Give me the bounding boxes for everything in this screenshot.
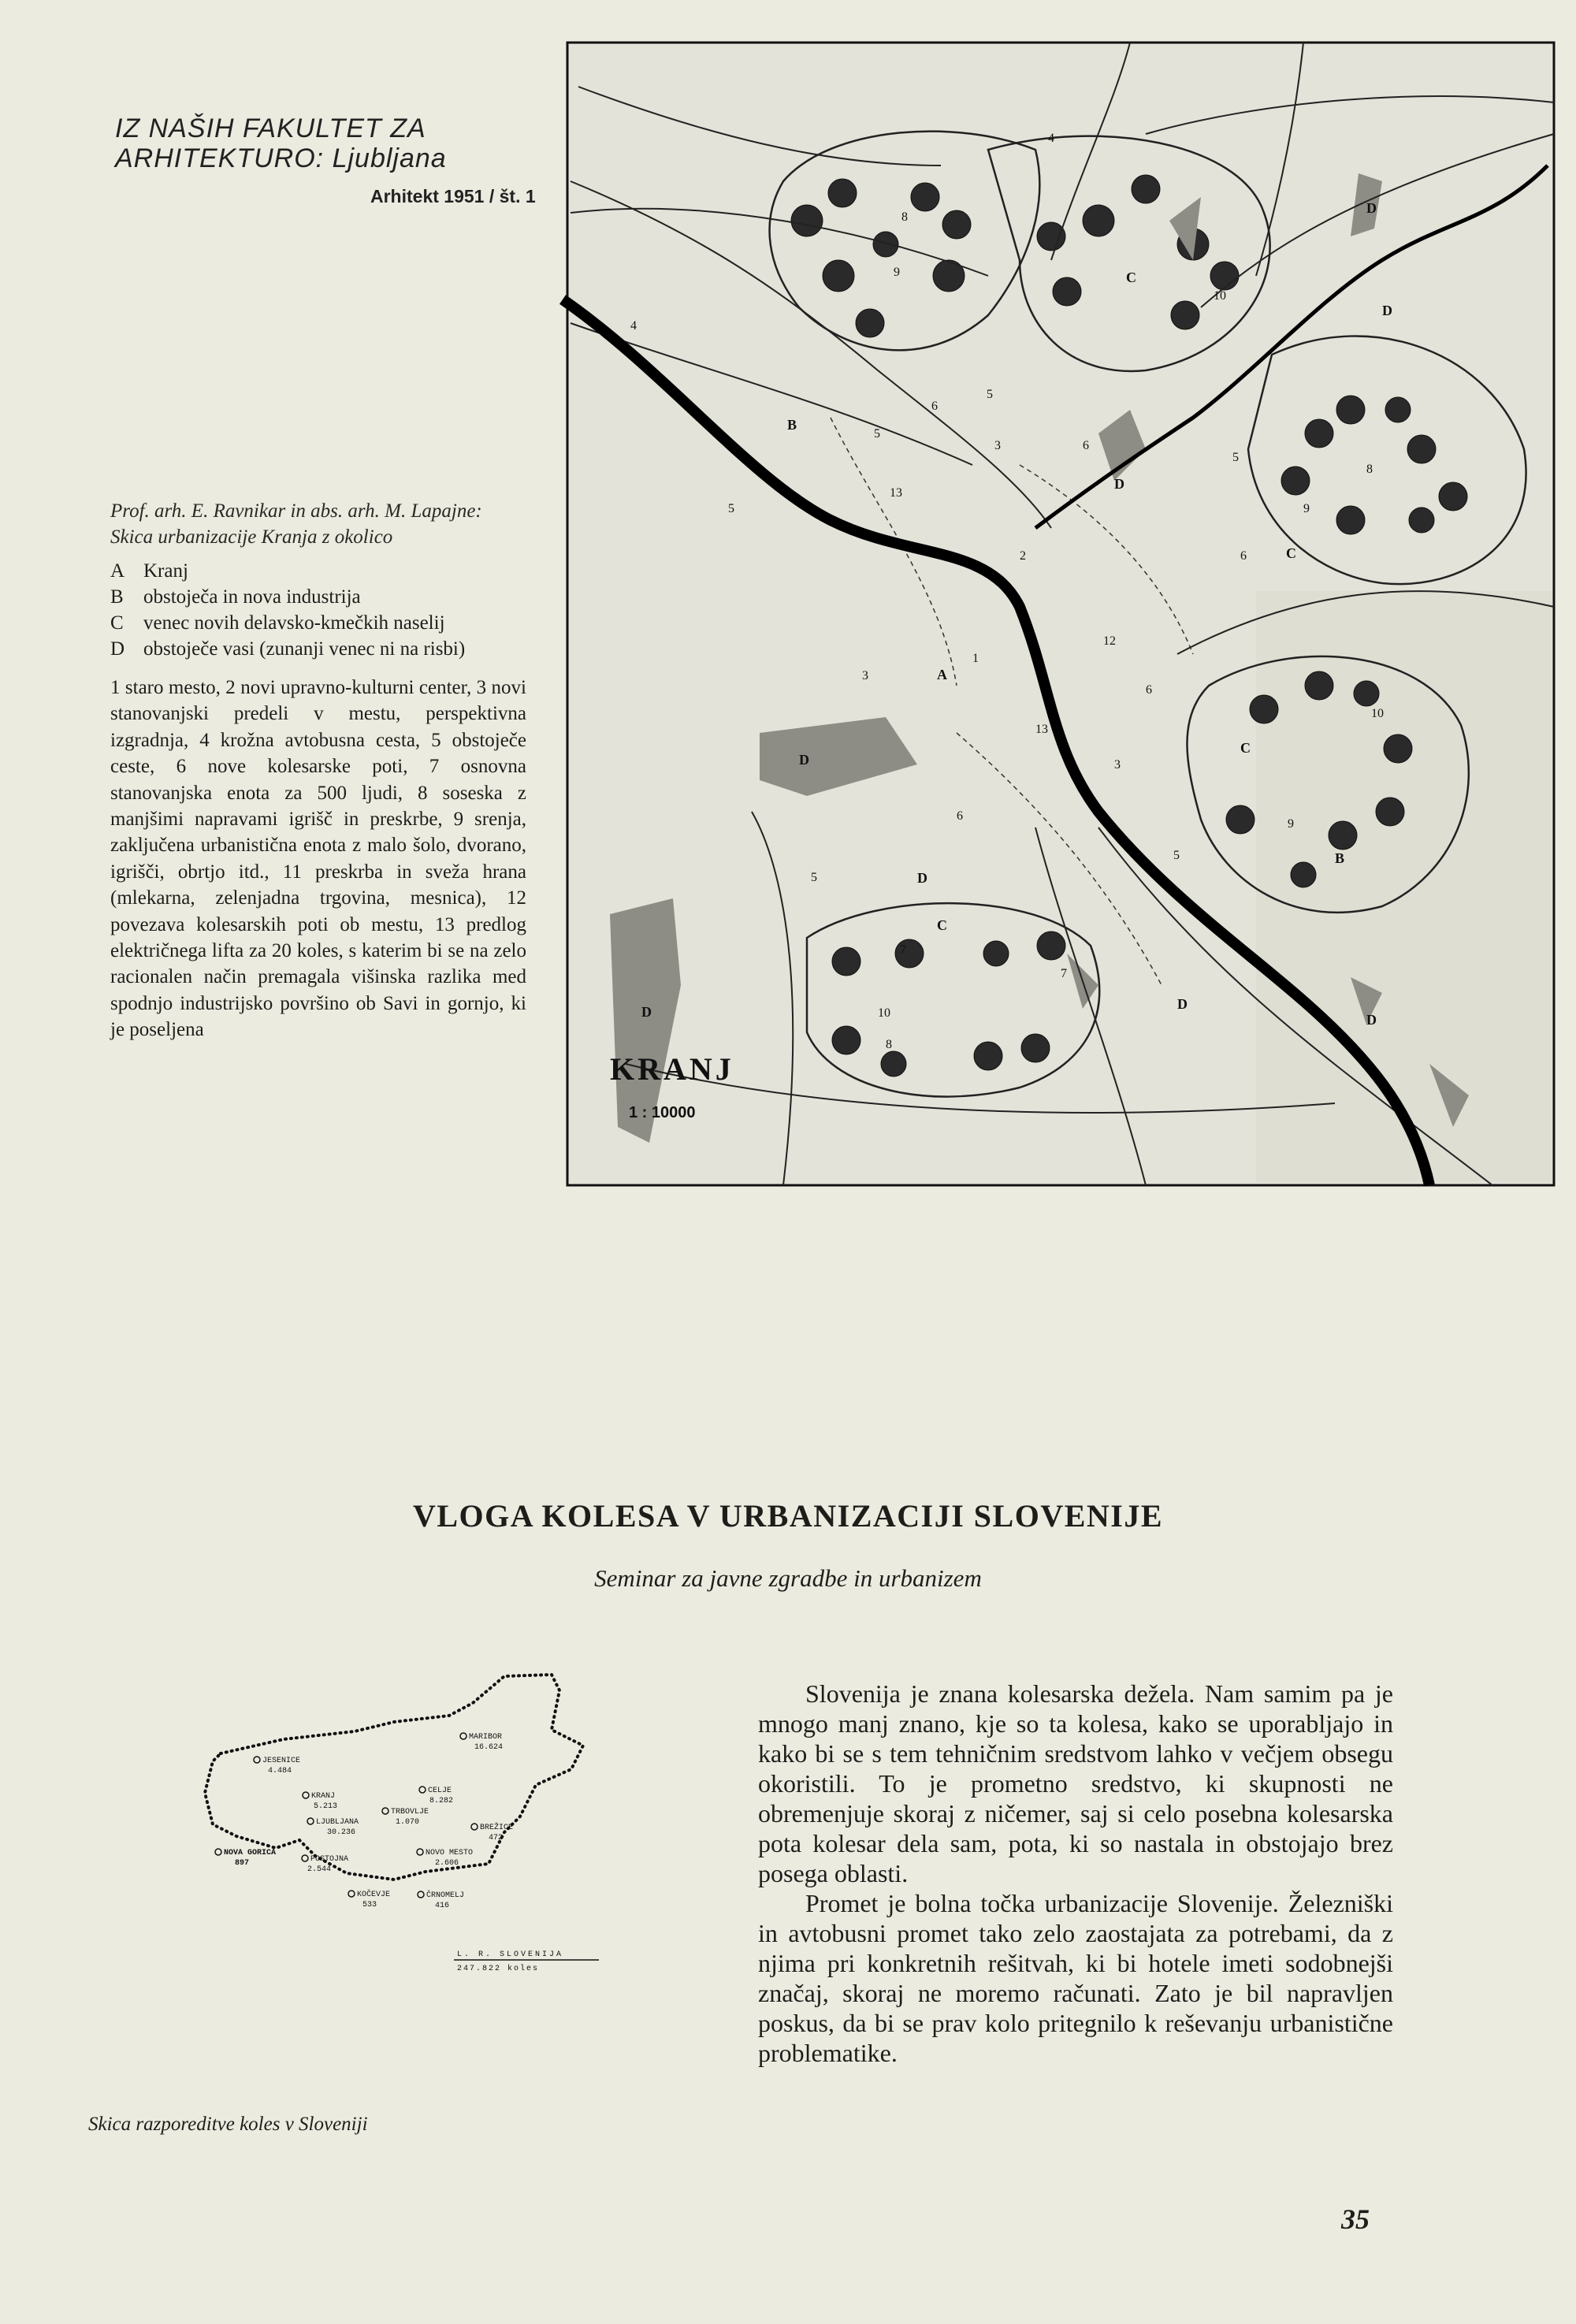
plan-number-label: 3 xyxy=(994,439,1001,452)
plan-number-label: 10 xyxy=(878,1006,890,1020)
article-title: VLOGA KOLESA V URBANIZACIJI SLOVENIJE xyxy=(412,1498,1164,1534)
city-count: 16.624 xyxy=(474,1743,504,1752)
plan-zone-label: D xyxy=(1366,1012,1377,1028)
plan-number-label: 3 xyxy=(1114,758,1121,772)
plan-zone-label: C xyxy=(937,917,947,933)
city-name: ČRNOMELJ xyxy=(426,1891,465,1900)
city-name: LJUBLJANA xyxy=(316,1818,359,1827)
plan-number-label: 4 xyxy=(1048,132,1054,145)
plan-number-label: 13 xyxy=(890,486,902,500)
plan-number-label: 7 xyxy=(900,943,906,957)
plan-zone-label: D xyxy=(1382,303,1392,318)
plan-zone-label: C xyxy=(1240,740,1251,756)
plan-zone-label: D xyxy=(641,1004,652,1020)
city-count: 2.544 xyxy=(307,1865,332,1874)
plan-number-label: 9 xyxy=(1303,502,1310,515)
plan-zone-label: C xyxy=(1286,545,1296,561)
plan-number-label: 5 xyxy=(728,502,734,515)
legend-text: Kranj xyxy=(143,560,188,582)
plan-number-label: 8 xyxy=(1366,463,1373,476)
plan-number-label: 5 xyxy=(811,871,817,884)
plan-number-label: 7 xyxy=(1061,967,1067,980)
legend-row xyxy=(110,610,526,636)
city-name: TRBOVLJE xyxy=(391,1808,429,1816)
plan-legend xyxy=(110,558,526,662)
city-count: 897 xyxy=(235,1859,250,1868)
plan-number-label: 6 xyxy=(1240,549,1247,563)
plan-number-label: 12 xyxy=(1103,634,1116,648)
city-count: 8.282 xyxy=(429,1797,454,1805)
city-count: 5.213 xyxy=(314,1802,338,1811)
plan-caption-title: Prof. arh. E. Ravnikar in abs. arh. M. Lapajne: Skica urbanizacije Kranja z okolico xyxy=(110,500,482,548)
plan-number-label: 8 xyxy=(886,1038,892,1051)
city-name: POSTOJNA xyxy=(310,1855,349,1864)
city-count: 472 xyxy=(489,1834,504,1842)
city-name: KOČEVJE xyxy=(357,1891,391,1899)
legend-row xyxy=(110,636,526,662)
city-name: NOVO MESTO xyxy=(426,1849,474,1857)
plan-number-label: 6 xyxy=(957,809,963,823)
plan-zone-label: B xyxy=(787,417,797,433)
city-count: 30.236 xyxy=(327,1828,356,1837)
slovenia-map-caption: Skica razporeditve koles v Sloveniji xyxy=(88,2114,368,2135)
article-subtitle: Seminar za javne zgradbe in urbanizem xyxy=(594,1564,982,1592)
plan-zone-label: D xyxy=(1366,200,1377,216)
plan-number-label: 3 xyxy=(862,669,868,682)
map-total-value: 247.822 koles xyxy=(457,1965,540,1973)
city-name: MARIBOR xyxy=(469,1733,503,1742)
plan-zone-label: D xyxy=(1177,996,1188,1012)
legend-row xyxy=(110,558,526,584)
article-paragraph: Promet je bolna točka urbanizacije Slovenije. Železniški in avtobusni promet tako zelo zaostajata za potrebami, da z njima pri konkretnih rešitvah, ki bi hotele imeti sodobnejši značaj, skoraj ne moremo računati. Zato je bil napravljen poskus, da bi se prav kolo pritegnilo k reševanju urbanistične problematike. xyxy=(758,1889,1393,2067)
legend-key: B xyxy=(110,586,124,608)
article-paragraph: Slovenija je znana kolesarska dežela. Nam samim pa je mnogo manj znano, kje so ta kolesa, kako se uporabljajo in kako bi se s tem tehničnim sredstvom lahko v večjem obsegu okoristili. To je prometno sredstvo, ki skupnosti ne obremenjuje skoraj z ničemer, saj si celo posebna kolesarska pota kolesar dela sam, pota, ki so nastala in obstojajo brez posega oblasti. xyxy=(758,1679,1393,1887)
plan-number-label: 9 xyxy=(1288,817,1294,831)
slovenia-map-drawing xyxy=(189,1667,630,1974)
map-total-label: L. R. SLOVENIJA xyxy=(457,1950,564,1959)
city-count: 2.606 xyxy=(435,1859,459,1868)
plan-zone-label: D xyxy=(799,752,809,768)
city-name: JESENICE xyxy=(262,1757,301,1765)
plan-zone-label: C xyxy=(1126,270,1136,285)
issue-label: Arhitekt 1951 / št. 1 xyxy=(370,186,536,206)
plan-scale: 1 : 10000 xyxy=(629,1104,696,1121)
plan-number-label: 4 xyxy=(630,319,637,333)
legend-key: D xyxy=(110,638,125,660)
legend-row xyxy=(110,584,526,610)
city-count: 4.484 xyxy=(268,1767,292,1776)
legend-text: venec novih delavsko-kmečkih naselij xyxy=(143,612,445,634)
legend-key: A xyxy=(110,560,125,582)
plan-number-label: 13 xyxy=(1035,723,1048,736)
plan-number-label: 10 xyxy=(1214,289,1226,303)
plan-number-label: 5 xyxy=(874,427,880,441)
plan-number-label: 5 xyxy=(1232,451,1239,464)
plan-zone-label: B xyxy=(1335,850,1345,866)
plan-number-label: 6 xyxy=(931,400,938,413)
plan-zone-label: D xyxy=(1114,476,1124,492)
plan-caption xyxy=(110,498,526,1043)
plan-number-label: 9 xyxy=(894,266,900,279)
plan-zone-label: D xyxy=(917,870,927,886)
legend-text: obstoječa in nova industrija xyxy=(143,586,361,608)
city-count: 416 xyxy=(435,1902,450,1910)
plan-number-label: 1 xyxy=(972,652,979,665)
page-number: 35 xyxy=(1341,2203,1370,2235)
city-name: CELJE xyxy=(428,1787,452,1795)
section-heading-line2: ARHITEKTURO: Ljubljana xyxy=(115,143,447,173)
section-heading-line1: IZ NAŠIH FAKULTET ZA xyxy=(115,113,426,143)
kranj-plan-drawing xyxy=(547,39,1560,1188)
city-count: 533 xyxy=(362,1901,377,1909)
kranj-plan xyxy=(547,39,1560,1188)
city-count: 1.070 xyxy=(396,1818,420,1827)
plan-title: KRANJ xyxy=(610,1051,734,1087)
city-name: NOVA GORICA xyxy=(224,1849,277,1857)
article-body xyxy=(758,1679,1393,2068)
plan-number-label: 5 xyxy=(987,388,993,401)
plan-number-label: 5 xyxy=(1173,849,1180,862)
plan-number-label: 2 xyxy=(1020,549,1026,563)
plan-number-label: 6 xyxy=(1083,439,1089,452)
numbered-legend: 1 staro mesto, 2 novi upravno-kulturni center, 3 novi stanovanjski predeli v mestu, perspektivna izgradnja, 4 krožna avtobusna cesta, 5 obstoječe ceste, 6 nove kolesarske poti, 7 osnovna stanovanjska enota za 500 ljudi, 8 soseska z manjšimi napravami igrišč in preskrbe, 9 srenja, zaključena urbanistična enota z malo šolo, dvorano, igrišči, obrtjo itd., 11 preskrba in sveža hrana (mlekarna, zelenjadna trgovina, mesnica), 12 povezava kolesarskih poti ob mestu, 13 predlog električnega lifta za 20 koles, s katerim bi se na zelo racionalen način premagala višinska razlika med spodnjo industrijsko površino ob Savi in gornjo, ki je poseljena xyxy=(110,677,526,1041)
plan-number-label: 8 xyxy=(901,210,908,224)
plan-number-label: 6 xyxy=(1146,683,1152,697)
city-name: BREŽICE xyxy=(480,1824,514,1832)
legend-key: C xyxy=(110,612,124,634)
plan-zone-label: A xyxy=(937,667,947,682)
plan-number-label: 10 xyxy=(1371,707,1384,720)
legend-text: obstoječe vasi (zunanji venec ni na risbi) xyxy=(143,638,466,660)
slovenia-map xyxy=(189,1667,630,1974)
city-name: KRANJ xyxy=(311,1792,336,1801)
